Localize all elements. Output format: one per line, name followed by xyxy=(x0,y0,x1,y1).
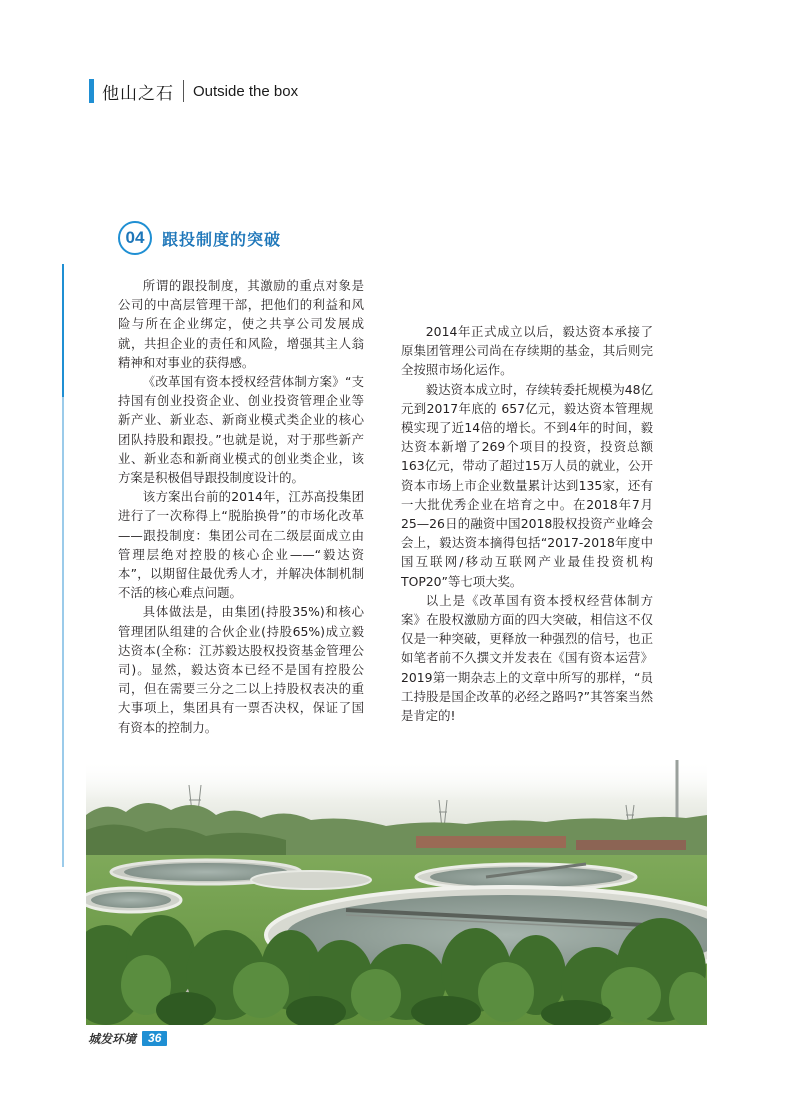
paragraph: 所谓的跟投制度，其激励的重点对象是公司的中高层管理干部，把他们的利益和风险与所在企业绑定，使之共享公司发展成就，共担企业的责任和风险，增强其主人翁精神和对事业的获得感。 xyxy=(118,278,364,370)
section-number-badge: 04 xyxy=(118,221,152,255)
wastewater-plant-photo xyxy=(86,760,707,1025)
paragraph: 2014年正式成立以后，毅达资本承接了原集团管理公司尚在存续期的基金，其后则完全按照市场化运作。 xyxy=(401,324,653,378)
margin-accent-line xyxy=(62,264,64,397)
margin-light-line xyxy=(62,397,64,867)
paragraph: 以上是《改革国有资本授权经营体制方案》在股权激励方面的四大突破，相信这不仅仅是一种突破，更释放一种强烈的信号，也正如笔者前不久撰文并发表在《国有资本运营》2019第一期杂志上的文章中所写的那样，“员工持股是国企改革的必经之路吗?”其答案当然是肯定的! xyxy=(401,592,653,724)
header-accent-bar xyxy=(89,79,94,103)
article-section-heading xyxy=(118,221,281,255)
section-name-en: Outside the box xyxy=(193,82,299,100)
paragraph: 该方案出台前的2014年，江苏高投集团进行了一次称得上“脱胎换骨”的市场化改革——跟投制度：集团公司在二级层面成立由管理层绝对控股的核心企业——“毅达资本”，以期留住最优秀人才，并解决体制机制不活的核心难点问题。 xyxy=(118,489,364,601)
paragraph: 具体做法是，由集团(持股35%)和核心管理团队组建的合伙企业(持股65%)成立毅达资本(全称：江苏毅达股权投资基金管理公司)。显然，毅达资本已经不是国有控股公司，但在需要三分之二以上持股权表决的重大事项上，集团具有一票否决权，保证了国有资本的控制力。 xyxy=(118,604,364,735)
section-name-cn: 他山之石 xyxy=(102,83,174,104)
section-header xyxy=(89,78,298,104)
text-column-left xyxy=(118,276,364,737)
header-divider xyxy=(183,80,184,102)
magazine-name: 城发环境 xyxy=(88,1032,137,1046)
text-column-right xyxy=(401,322,653,725)
section-title: 跟投制度的突破 xyxy=(162,229,282,249)
paragraph: 毅达资本成立时，存续转委托规模为48亿元到2017年底的 657亿元，毅达资本管理规模实现了近14倍的增长。不到4年的时间，毅达资本新增了269个项目的投资，投资总额163亿元，带动了超过15万人员的就业，公开资本市场上市企业数量累计达到135家，还有一大批优秀企业在培育之中。在2018年7月25—26日的融资中国2018股权投资产业峰会会上，毅达资本摘得包括“2017-2018年度中国互联网/移动互联网产业最佳投资机构TOP20”等七项大奖。 xyxy=(401,381,653,589)
paragraph: 《改革国有资本授权经营体制方案》“支持国有创业投资企业、创业投资管理企业等新产业、新业态、新商业模式类企业的核心团队持股和跟投。”也就是说，对于那些新产业、新业态和新商业模式的创业类企业，该方案是积极倡导跟投制度设计的。 xyxy=(118,374,364,486)
page-footer xyxy=(88,1030,167,1047)
page-number: 36 xyxy=(142,1031,167,1046)
